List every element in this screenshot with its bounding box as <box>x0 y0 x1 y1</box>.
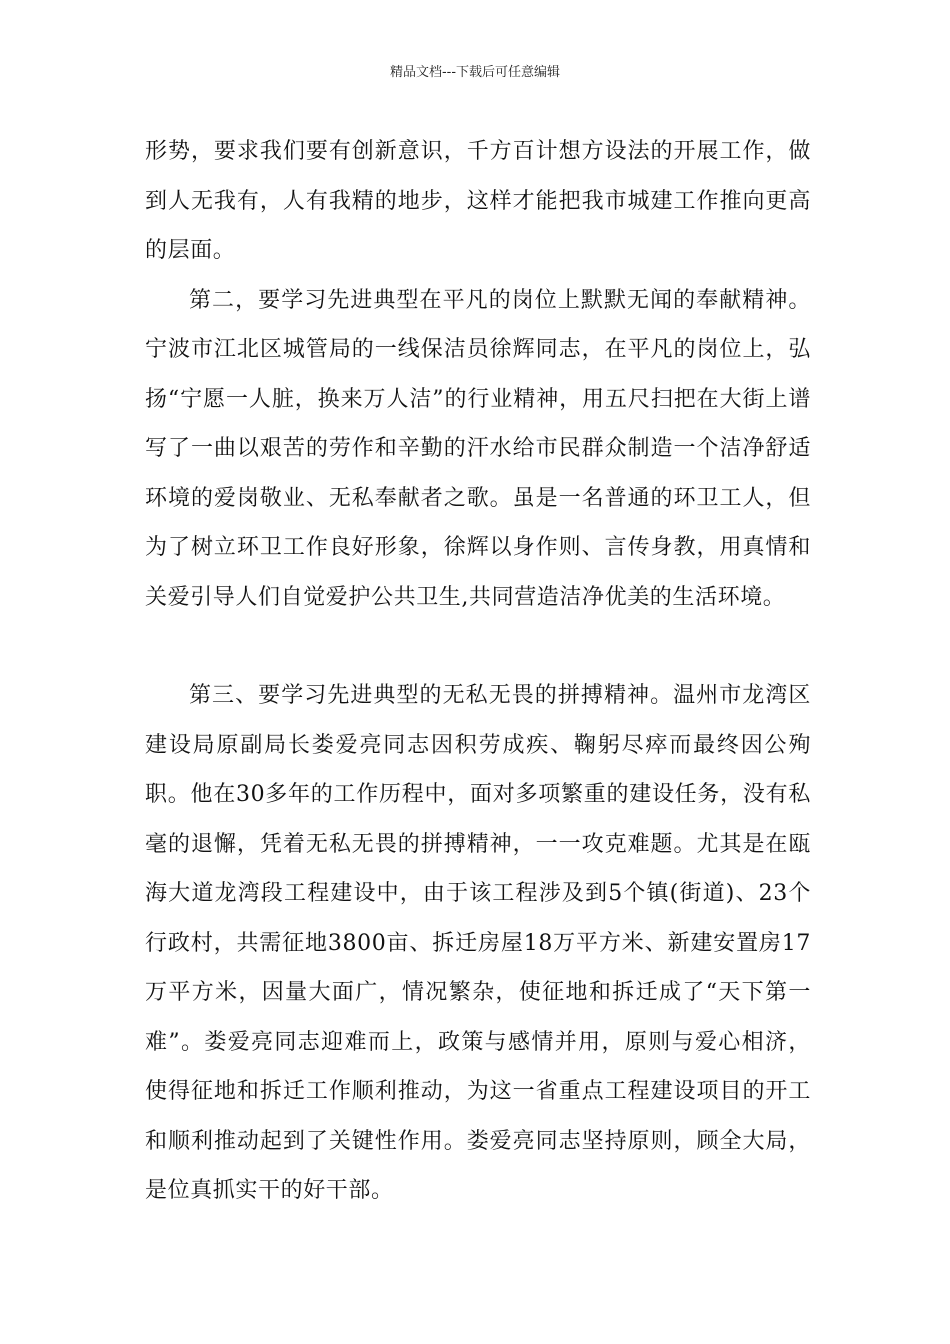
paragraph-spacer <box>145 622 811 671</box>
paragraph-third-point: 第三、要学习先进典型的无私无畏的拼搏精神。温州市龙湾区建设局原副局长娄爱亮同志因积劳成疾、鞠躬尽瘁而最终因公殉职。他在30多年的工作历程中，面对多项繁重的建设任务，没有私毫的退懈，凭着无私无畏的拼搏精神，一一攻克难题。尤其是在瓯海大道龙湾段工程建设中，由于该工程涉及到5个镇(街道)、23个行政村，共需征地3800亩、拆迁房屋18万平方米、新建安置房17万平方米，因量大面广，情况繁杂，使征地和拆迁成了“天下第一难”。娄爱亮同志迎难而上，政策与感情并用，原则与爱心相济，使得征地和拆迁工作顺利推动，为这一省重点工程建设项目的开工和顺利推动起到了关键性作用。娄爱亮同志坚持原则，顾全大局，是位真抓实干的好干部。 <box>145 683 811 1203</box>
document-body <box>145 127 811 1216</box>
page-header: 精品文档---下载后可任意编辑 <box>389 65 561 80</box>
paragraph-second-point: 第二，要学习先进典型在平凡的岗位上默默无闻的奉献精神。宁波市江北区城管局的一线保洁员徐辉同志，在平凡的岗位上，弘扬“宁愿一人脏，换来万人洁”的行业精神，用五尺扫把在大街上谱写了一曲以艰苦的劳作和辛勤的汗水给市民群众制造一个洁净舒适环境的爱岗敬业、无私奉献者之歌。虽是一名普通的环卫工人，但为了树立环卫工作良好形象，徐辉以身作则、言传身教，用真情和关爱引导人们自觉爱护公共卫生,共同营造洁净优美的生活环境。 <box>145 287 811 610</box>
paragraph-continuation: 形势，要求我们要有创新意识，千方百计想方设法的开展工作，做到人无我有，人有我精的地步，这样才能把我市城建工作推向更高的层面。 <box>145 139 811 263</box>
